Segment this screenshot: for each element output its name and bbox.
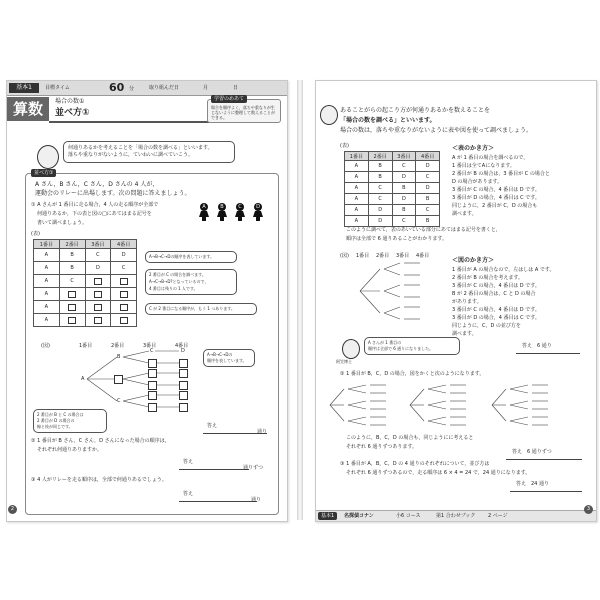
table-cell: A	[345, 205, 369, 216]
table-summary-1: このように調べて，表のあいている部分にあてはまる記号を書くと，	[346, 227, 501, 233]
diagram-label: (図)	[41, 343, 50, 349]
left-page-number: 2	[8, 505, 17, 514]
table-cell: D	[85, 262, 111, 275]
right-answer-line-2	[506, 451, 582, 460]
level-label: 基本1	[9, 83, 39, 93]
table-cell: A	[345, 172, 369, 183]
answer-box[interactable]	[179, 391, 188, 400]
q1-text-2: 何通りあるか，下の表と図の□にあてはまる記号を	[37, 211, 152, 217]
right-intro-3: 場合の数は，落ちや重なりがないように表や図を使って調べましょう。	[340, 127, 533, 134]
right-q3-text-1: ③ 1 番目が A，B，C，D の 4 通りのそれぞれについて，並び方は	[340, 461, 490, 467]
person-b-letter: B	[218, 203, 226, 211]
answer-unit-1: 通り	[257, 429, 268, 435]
how-diagram-6: 3 番目が C の場合，4 番目は D です。	[452, 307, 540, 313]
table-summary-2: 順序は全部で 6 通りあることがわかります。	[346, 236, 447, 242]
table-cell: B	[416, 194, 440, 205]
tree-node: A	[81, 376, 85, 382]
answer-label-3: 答え	[183, 491, 194, 497]
table-header: 3番目	[85, 240, 111, 249]
table-cell: B	[59, 262, 85, 275]
table-header: 4番目	[416, 152, 440, 161]
how-diagram-5: があります。	[452, 299, 482, 305]
q1-text-3: 書いて調べましょう。	[37, 220, 88, 226]
tree-header: 2番目	[376, 253, 390, 259]
how-diagram-2: 2 番目が B の場合を考えます。	[452, 275, 523, 281]
intro-text-1: 何通りあるかを考えることを「場合の数を調べる」といいます。	[68, 145, 213, 151]
person-a-letter: A	[200, 203, 208, 211]
table-cell: D	[416, 183, 440, 194]
hint-bubble-4	[203, 349, 255, 367]
answer-box[interactable]	[179, 403, 188, 412]
answer-box[interactable]	[148, 381, 157, 390]
table-cell: D	[368, 205, 392, 216]
right-intro-1: あることがらの起こり方が何通りあるかを数えることを	[340, 107, 491, 114]
q1-text-1: ① A さんが 1 番目に走る場合，4 人の走る順序が全部で	[31, 202, 159, 208]
right-answer-1: 答え 6 通り	[522, 343, 552, 349]
right-page	[315, 80, 597, 522]
table-cell: B	[368, 172, 392, 183]
q3-text: ③ 4 人がリレーを走る順序は，全部で何通りあるでしょう。	[31, 477, 167, 483]
table-header: 1番目	[34, 240, 60, 249]
table-cell: C	[416, 205, 440, 216]
problem-text-2: 運動会のリレーに出場します。次の問題に答えましょう。	[35, 190, 191, 197]
how-diagram-7: 3 番目が D の場合，4 番目は C です。	[452, 315, 540, 321]
table-cell: C	[368, 183, 392, 194]
how-table-1: A が 1 番目の場合を調べるので，	[452, 155, 529, 161]
how-table-2: 1 番目は全てAになります。	[452, 163, 515, 169]
tree-header: 1番目	[356, 253, 370, 259]
professor-bubble-1: A さんが 1 番目の	[368, 340, 402, 345]
right-q2-text: ② 1 番目が B，C，D の場合，図をかくと次のようになります。	[340, 371, 485, 377]
table-cell: B	[416, 216, 440, 227]
table-cell: C	[368, 194, 392, 205]
footer-page: 2 ページ	[488, 513, 508, 519]
table-cell: A	[34, 288, 60, 301]
date-label: 取り組んだ日	[149, 85, 180, 91]
table-header: 2番目	[368, 152, 392, 161]
hint-2b-text: A→C→B→D?となっているので，	[149, 279, 209, 284]
hint-5b-text: 2 番目が D の場合の	[37, 418, 75, 423]
person-d-letter: D	[254, 203, 262, 211]
time-label: 目標タイム	[45, 85, 70, 91]
table-cell: B	[59, 249, 85, 262]
left-tree-lines	[7, 81, 287, 521]
how-diagram-title: ＜図のかき方＞	[452, 257, 495, 264]
tree-header: 2番目	[111, 343, 125, 349]
right-table-label: (表)	[340, 143, 349, 149]
q2-text-1: ② 1 番目が B さん，C さん，D さんになった場合の順序は，	[31, 438, 170, 444]
table-cell: D	[416, 161, 440, 172]
hint-5a-text: 2 番目が B と C の場合は	[37, 412, 84, 417]
answer-box[interactable]	[148, 369, 157, 378]
q2-text-2: それぞれ何通りありますか。	[37, 447, 103, 453]
table-cell: D	[392, 194, 416, 205]
table-cell: C	[85, 249, 111, 262]
professor-name: 阿笠博士	[336, 359, 352, 364]
hint-3-text: C が 2 番目になる順序が，もう 1 つあります。	[149, 306, 235, 311]
table-cell: C	[111, 262, 137, 275]
answer-unit-3: 通り	[251, 497, 262, 503]
month-label: 月	[203, 85, 209, 91]
problem-text-1: A さん，B さん，C さん，D さんの 4 人が，	[35, 181, 159, 188]
answer-box[interactable]	[148, 391, 157, 400]
right-q2-summary-1: このように，B，C，D の場合も，同じようにに考えると	[346, 435, 474, 441]
how-diagram-4: B が 2 番目の場合は，C と D の場合	[452, 291, 536, 297]
hint-2a-text: 2 番目が C の場合を調べます。	[149, 272, 206, 277]
how-table-6: 3 番目が D の場合，4 番目は C です。	[452, 195, 540, 201]
answer-unit-2: 通りずつ	[243, 465, 264, 471]
hint-4b-text: 順序を表しています。	[207, 358, 247, 363]
how-table-4: D の場合があります。	[452, 179, 503, 185]
table-cell: A	[345, 161, 369, 172]
tree-node: D	[181, 348, 185, 354]
how-table-8: 調べます。	[452, 211, 477, 217]
hint-1-text: A→B→C→Dの順序を表しています。	[149, 254, 215, 259]
book-gutter	[297, 80, 303, 520]
right-diagram-label: (図)	[340, 253, 349, 259]
how-table-7: 同じように，2 番目が C，D の場合も	[452, 203, 538, 209]
intro-text-2: 落ちや重なりがないように，ていねいに調べていこう。	[68, 152, 194, 158]
answer-box[interactable]	[148, 359, 157, 368]
table-cell: A	[34, 314, 60, 327]
tree-header: 4番目	[416, 253, 430, 259]
tree-header: 1番目	[79, 343, 93, 349]
tree-node: C	[117, 398, 121, 404]
table-cell: C	[392, 161, 416, 172]
table-cell: A	[34, 249, 60, 262]
table-cell: C	[392, 216, 416, 227]
hint-bubble-5	[33, 409, 107, 433]
table-cell: D	[111, 249, 137, 262]
table-header: 4番目	[111, 240, 137, 249]
day-label: 日	[233, 85, 239, 91]
table-cell: D	[368, 216, 392, 227]
table-cell: A	[345, 194, 369, 205]
time-unit: 分	[129, 86, 135, 92]
answer-label-2: 答え	[183, 459, 194, 465]
answer-box[interactable]	[179, 381, 188, 390]
how-diagram-8: 同じように，C，D の並び方を	[452, 323, 521, 329]
answer-line-3[interactable]	[179, 493, 257, 502]
right-footer	[316, 510, 596, 521]
tree-node: B	[117, 354, 121, 360]
footer-level: 基本1	[318, 512, 337, 520]
footer-course: 小6 コース	[396, 513, 421, 519]
right-answer-line-3	[510, 483, 582, 492]
table-cell: D	[392, 172, 416, 183]
table-cell: C	[416, 172, 440, 183]
table-cell: B	[368, 161, 392, 172]
lesson-title: 並べ方①	[55, 108, 90, 118]
how-diagram-9: 調べます。	[452, 331, 477, 337]
tree-header: 4番目	[175, 343, 189, 349]
section-pill: 並べ方①	[31, 169, 56, 177]
goal-label: 学習のめあて	[211, 95, 247, 103]
table-cell: A	[345, 183, 369, 194]
professor-bubble-2: 順序は全部で 6 通りになりました。	[368, 346, 434, 351]
how-diagram-3: 3 番目が C の場合，4 番目は D です。	[452, 283, 540, 289]
right-q2-summary-2: それぞれ 6 通りずつあります。	[346, 444, 417, 450]
how-table-5: 3 番目が C の場合，4 番目は D です。	[452, 187, 540, 193]
table-label: (表)	[31, 231, 40, 237]
time-value: 60	[109, 81, 125, 94]
tree-header: 3番目	[143, 343, 157, 349]
hint-4a-text: A→B→C→Dの	[207, 352, 233, 357]
table-cell: B	[392, 183, 416, 194]
tree-node: C	[150, 348, 154, 354]
right-q3-text-2: それぞれ 6 通りずつあるので，走る順序は 6 × 4 = 24 で，24 通りになります。	[346, 470, 531, 476]
goal-text: 場合を順序よく，落ちや重なりが生じないように整理して数えることができる。	[211, 105, 275, 120]
person-c-letter: C	[236, 203, 244, 211]
how-table-title: ＜表のかき方＞	[452, 145, 495, 152]
answer-label-1: 答え	[207, 423, 218, 429]
table-cell: B	[392, 205, 416, 216]
subject-label: 算数	[7, 97, 49, 121]
answer-box[interactable]	[114, 375, 123, 384]
answer-box[interactable]	[179, 359, 188, 368]
table-header: 1番目	[345, 152, 369, 161]
how-table-3: 2 番目が B の場合は，3 番目が C の場合と	[452, 171, 550, 177]
footer-book: 第1 合わせブック	[436, 513, 476, 519]
unit-title: 場合の数①	[55, 98, 85, 105]
table-header: 3番目	[392, 152, 416, 161]
answer-line-2[interactable]	[179, 461, 249, 470]
right-intro-2: 「場合の数を調べる」といいます。	[340, 117, 436, 124]
hint-5c-text: 線と枝が同じです。	[37, 424, 73, 429]
table-header: 2番目	[59, 240, 85, 249]
table-cell: A	[34, 301, 60, 314]
table-cell: A	[34, 262, 60, 275]
answer-box[interactable]	[179, 369, 188, 378]
table-cell: A	[345, 216, 369, 227]
answer-box[interactable]	[148, 403, 157, 412]
tree-header: 3番目	[396, 253, 410, 259]
right-answer-3: 答え 24 通り	[516, 481, 549, 487]
table-cell: C	[59, 275, 85, 288]
left-page	[6, 80, 288, 522]
right-page-number: 3	[584, 505, 593, 514]
hint-2c-text: 4 番目は残りの 1 人です。	[149, 286, 198, 291]
table-cell: A	[34, 275, 60, 288]
right-answer-2: 答え 6 通りずつ	[512, 449, 552, 455]
how-diagram-1: 1 番目が A の場合なので，左はしは A です。	[452, 267, 555, 273]
footer-brand: 名探偵コナン	[344, 513, 374, 519]
